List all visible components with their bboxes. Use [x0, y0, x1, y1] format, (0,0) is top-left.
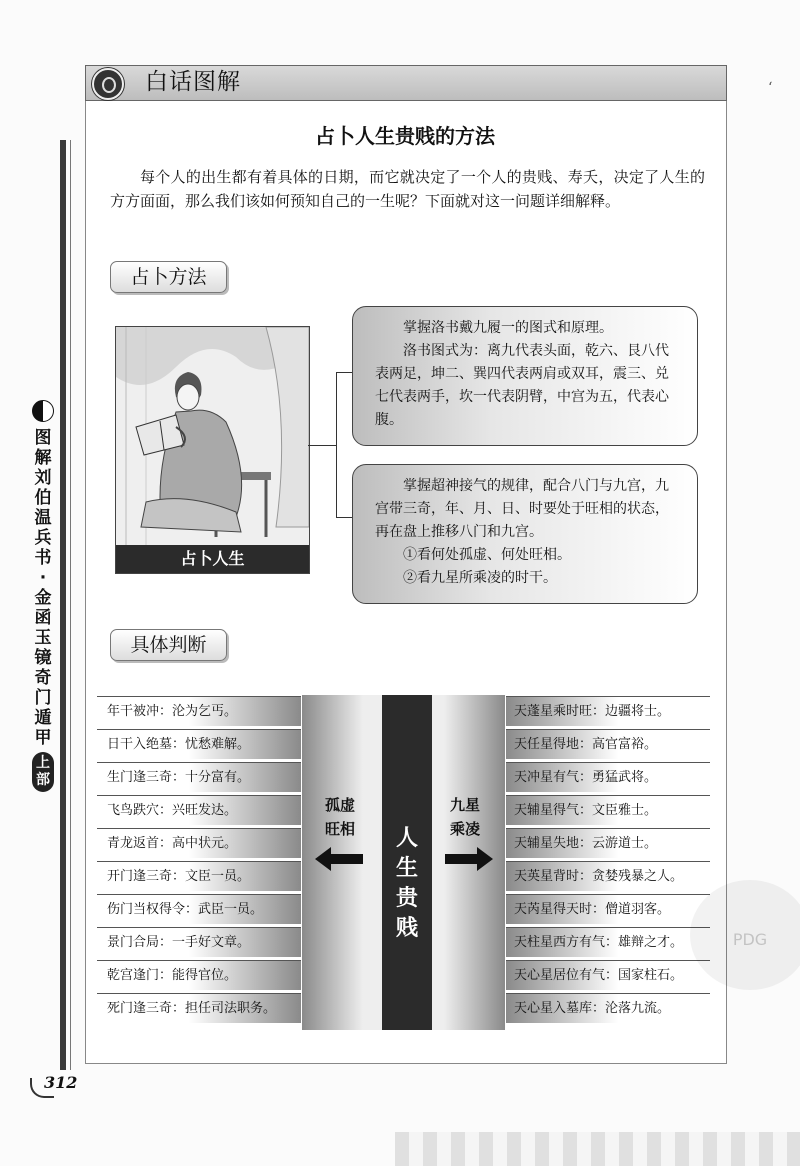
margin-mark: ‘: [768, 80, 773, 96]
judgment-row-left: 伤门当权得令：武臣一员。: [97, 894, 301, 924]
center-label-char: 贵: [395, 885, 418, 911]
judgment-row-right: 天蓬星乘时旺：边疆将士。: [506, 696, 710, 726]
callout-line: 掌握洛书戴九履一的图式和原理。: [403, 320, 613, 336]
judgment-row-right: 天任星得地：高官富裕。: [506, 729, 710, 759]
volume-badge-char: 上: [36, 755, 50, 771]
scan-artifact-strip: [395, 1132, 800, 1166]
center-label-char: 生: [395, 855, 418, 881]
right-category-line: 乘凌: [449, 820, 480, 838]
judgment-diagram: [97, 695, 710, 1030]
right-category-line: 九星: [449, 796, 480, 814]
left-category-line: 旺相: [324, 820, 355, 838]
right-arrow-icon: [445, 847, 495, 871]
section-label-judgment: 具体判断: [110, 629, 227, 661]
connector-line: [336, 517, 352, 518]
book-title-char: 图: [34, 428, 52, 448]
book-title-char: 遁: [34, 708, 52, 728]
intro-paragraph: 每个人的出生都有着具体的日期，而它就决定了一个人的贵贱、寿夭，决定了人生的方方面面，那么我们该如何预知自己的一生呢？下面就对这一问题详细解释。: [110, 168, 705, 210]
center-label-char: 贱: [395, 915, 418, 941]
connector-line: [308, 445, 336, 446]
judgment-row-right: 天心星居位有气：国家柱石。: [506, 960, 710, 990]
callout-subitem: ②看九星所乘凌的时干。: [403, 570, 557, 586]
book-title-char: 门: [34, 688, 52, 708]
callout-line: 掌握超神接气的规律，配合八门与九宫，九宫带三奇，年、月、日、时要处于旺相的状态，再在盘上推移八门和九宫。: [375, 478, 669, 540]
connector-bracket: [336, 372, 337, 517]
judgment-row-left: 死门逢三奇：担任司法职务。: [97, 993, 301, 1023]
judgment-row-left: 生门逢三奇：十分富有。: [97, 762, 301, 792]
right-category-label: [445, 793, 485, 841]
book-title-char: 玉: [34, 628, 52, 648]
judgment-row-left: 青龙返首：高中状元。: [97, 828, 301, 858]
judgment-row-right: 天心星入墓库：沦落九流。: [506, 993, 710, 1023]
book-title-char: 解: [34, 448, 52, 468]
portrait-caption: 占卜人生: [116, 545, 309, 573]
yin-yang-icon: [32, 400, 54, 422]
book-title-vertical: [30, 400, 56, 792]
header-title: 白话图解: [145, 69, 241, 95]
center-label: [382, 823, 432, 943]
section-label-method: 占卜方法: [110, 261, 227, 293]
book-title-char: 书: [34, 548, 52, 568]
book-title-char: 金: [34, 588, 52, 608]
book-title-char: 镜: [34, 648, 52, 668]
judgment-row-left: 日干入绝墓：忧愁难解。: [97, 729, 301, 759]
judgment-row-left: 景门合局：一手好文章。: [97, 927, 301, 957]
side-rule-thin: [70, 140, 71, 1070]
page-title: 占卜人生贵贱的方法: [315, 124, 495, 148]
book-title-char: ·: [39, 568, 47, 588]
judgment-row-right: 天辅星得气：文臣雅士。: [506, 795, 710, 825]
judgment-row-left: 开门逢三奇：文臣一员。: [97, 861, 301, 891]
side-rule: [60, 140, 66, 1070]
callout-method-1: [352, 306, 698, 446]
left-arrow-icon: [315, 847, 365, 871]
judgment-row-right: 天柱星西方有气：雄辩之才。: [506, 927, 710, 957]
book-title-char: 兵: [34, 528, 52, 548]
judgment-row-left: 飞鸟跌穴：兴旺发达。: [97, 795, 301, 825]
left-category-label: [320, 793, 360, 841]
book-title-char: 温: [34, 508, 52, 528]
book-title-char: 伯: [34, 488, 52, 508]
watermark-stamp: PDG: [690, 880, 800, 990]
book-title-char: 刘: [34, 468, 52, 488]
judgment-row-left: 乾宫逢门：能得官位。: [97, 960, 301, 990]
book-title-char: 甲: [34, 728, 52, 748]
center-column: [382, 695, 432, 1030]
left-category-line: 孤虚: [324, 796, 355, 814]
page-number: 312: [44, 1073, 78, 1092]
book-title-char: 奇: [34, 668, 52, 688]
judgment-row-right: 天冲星有气：勇猛武将。: [506, 762, 710, 792]
book-title-chars: [30, 428, 56, 748]
scroll-logo-icon: [92, 68, 124, 100]
book-title-char: 函: [34, 608, 52, 628]
scholar-reading-illustration: [116, 327, 309, 545]
portrait-illustration: [115, 326, 310, 574]
judgment-row-left: 年干被冲：沦为乞丐。: [97, 696, 301, 726]
center-label-char: 人: [395, 825, 418, 851]
callout-line: 洛书图式为：离九代表头面，乾六、艮八代表两足，坤二、巽四代表两肩或双耳，震三、兑七代表两手，坎一代表阴臂，中宫为五，代表心腹。: [375, 343, 669, 428]
judgment-row-right: 天辅星失地：云游道士。: [506, 828, 710, 858]
judgment-row-right: 天芮星得天时：僧道羽客。: [506, 894, 710, 924]
callout-subitem: ①看何处孤虚、何处旺相。: [403, 547, 571, 563]
judgment-row-right: 天英星背时：贪婪残暴之人。: [506, 861, 710, 891]
connector-line: [336, 372, 352, 373]
volume-badge-char: 部: [36, 772, 50, 788]
volume-badge: [32, 752, 54, 792]
callout-method-2: [352, 464, 698, 604]
